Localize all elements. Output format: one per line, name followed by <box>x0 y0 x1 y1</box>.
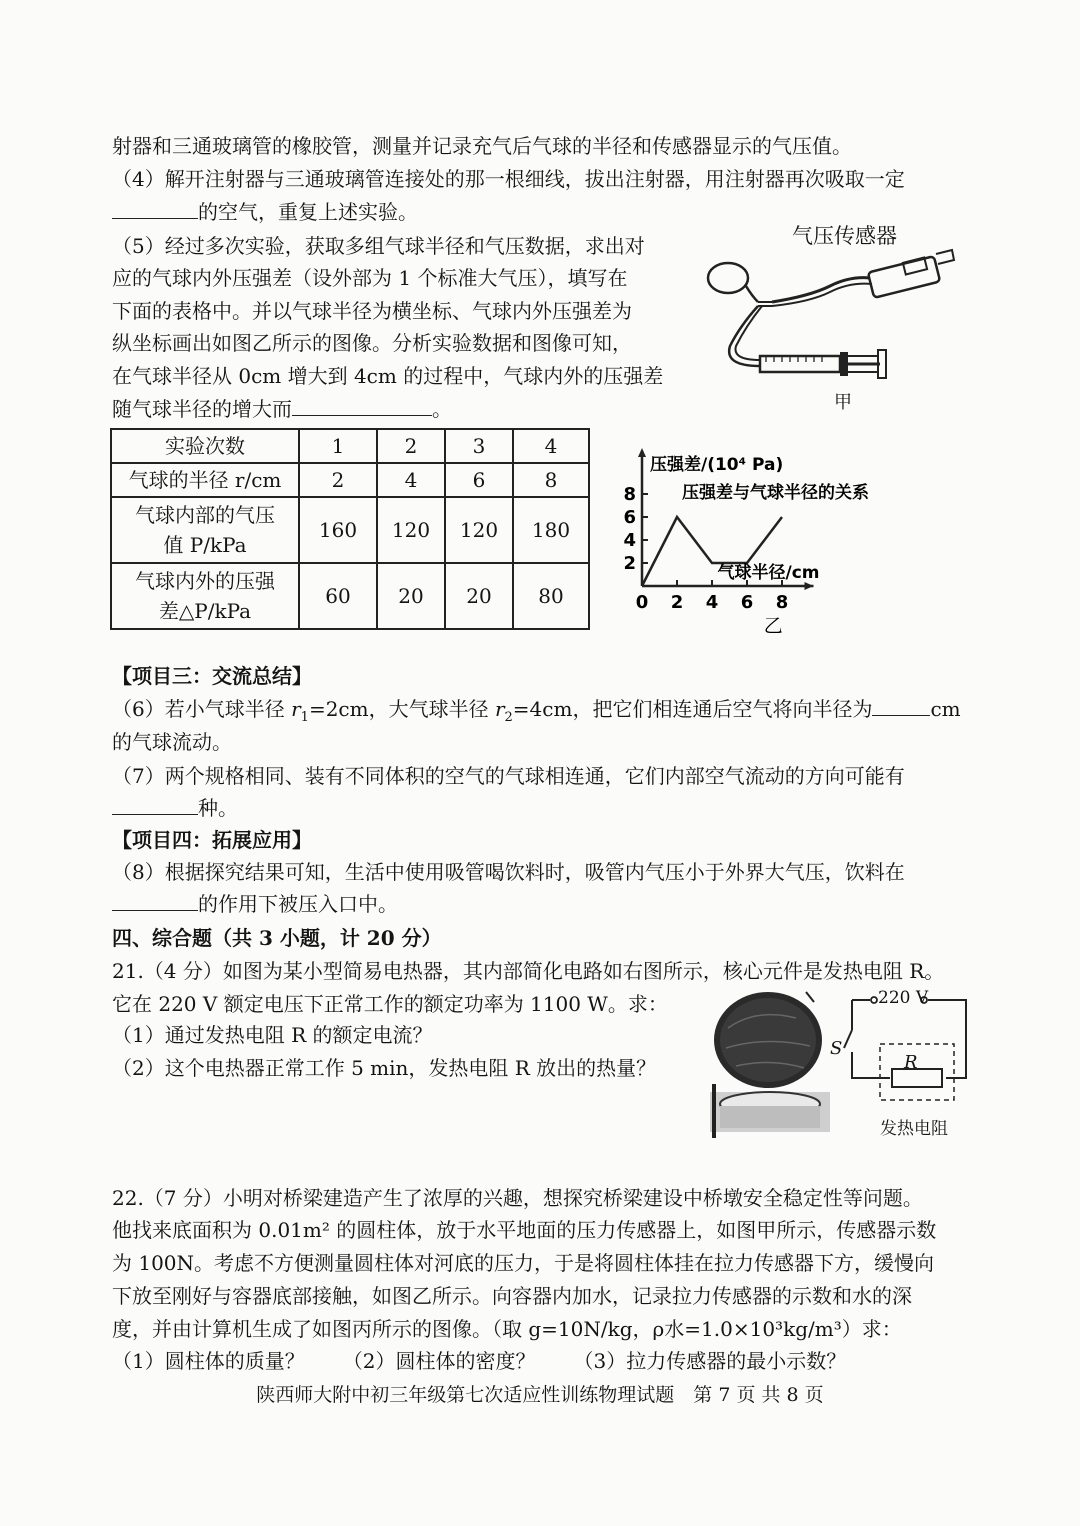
answer-blank[interactable] <box>872 693 930 716</box>
table-cell: 8 <box>513 463 589 497</box>
sensor-label: 气压传感器 <box>792 224 897 248</box>
text-line: （7）两个规格相同、装有不同体积的空气的气球相连通，它们内部空气流动的方向可能有 <box>112 764 905 788</box>
table-row <box>111 429 589 463</box>
text-line: 下面的表格中。并以气球半径为横坐标、气球内外压强差为 <box>112 299 632 323</box>
text-line: 射器和三通玻璃管的橡胶管，测量并记录充气后气球的半径和传感器显示的气压值。 <box>112 134 852 158</box>
heater-photo <box>706 988 838 1144</box>
text-line: 的作用下被压入口中。 <box>112 888 398 920</box>
text-line: 22.（7 分）小明对桥梁建造产生了浓厚的兴趣，想探究桥梁建设中桥墩安全稳定性等问题。 <box>112 1186 923 1210</box>
y-tick-label: 6 <box>623 507 636 528</box>
table-cell: 120 <box>445 497 513 563</box>
text-line: （2）这个电热器正常工作 5 min，发热电阻 R 放出的热量？ <box>112 1056 657 1080</box>
table-cell: 180 <box>513 497 589 563</box>
figure-caption: 甲 <box>834 392 852 413</box>
table-cell: 1 <box>299 429 377 463</box>
table-cell: 3 <box>445 429 513 463</box>
table-row <box>111 497 589 563</box>
table-cell: 120 <box>377 497 445 563</box>
table-cell: 160 <box>299 497 377 563</box>
data-table <box>110 428 590 630</box>
table-cell: 6 <box>445 463 513 497</box>
text-line: 21.（4 分）如图为某小型简易电热器，其内部简化电路如右图所示，核心元件是发热电阻 R。 <box>112 959 945 983</box>
table-cell: 气球内部的气压 值 P/kPa <box>111 497 299 563</box>
text-line: 种。 <box>112 792 238 824</box>
table-cell: 气球内外的压强 差△P/kPa <box>111 563 299 629</box>
table-cell: 20 <box>445 563 513 629</box>
chart-caption: 乙 <box>763 615 783 637</box>
pressure-radius-chart <box>612 440 932 640</box>
apparatus-drawing <box>700 216 960 416</box>
part-heading: 四、综合题（共 3 小题，计 20 分） <box>112 926 442 950</box>
y-tick-label: 2 <box>623 553 636 574</box>
text-line: （6）若小气球半径 $r_1=2cm$，大气球半径 $r_2=4cm$，把它们相连通后空气将向半径为 cm <box>112 693 961 734</box>
table-cell: 实验次数 <box>111 429 299 463</box>
x-tick-label: 6 <box>740 592 754 613</box>
text-line: 下放至刚好与容器底部接触，如图乙所示。向容器内加水，记录拉力传感器的示数和水的深 <box>112 1284 912 1308</box>
section-heading: 【项目三：交流总结】 <box>112 664 312 688</box>
table-cell: 20 <box>377 563 445 629</box>
circuit-resistor-label: R <box>904 1052 918 1073</box>
table-cell: 4 <box>513 429 589 463</box>
answer-blank[interactable] <box>112 196 198 219</box>
y-tick-label: 4 <box>623 530 636 551</box>
text-line: 在气球半径从 0cm 增大到 4cm 的过程中，气球内外的压强差 <box>112 364 664 388</box>
text-line: 应的气球内外压强差（设外部为 1 个标准大气压），填写在 <box>112 266 628 290</box>
y-axis-label: 压强差/(10⁴ Pa) <box>650 455 784 475</box>
x-tick-label: 4 <box>705 592 719 613</box>
table-cell: 气球的半径 r/cm <box>111 463 299 497</box>
x-tick-label: 8 <box>775 592 789 613</box>
text-line: 的气球流动。 <box>112 730 232 754</box>
text-line: （4）解开注射器与三通玻璃管连接处的那一根细线，拔出注射器，用注射器再次吸取一定 <box>112 167 905 191</box>
text-line: 度，并由计算机生成了如图丙所示的图像。（取 g=10N/kg，ρ水=1.0×10³kg/m³）求： <box>112 1317 902 1341</box>
x-tick-label: 0 <box>635 592 649 613</box>
circuit-caption: 发热电阻 <box>880 1119 948 1139</box>
table-cell: 80 <box>513 563 589 629</box>
table-row <box>111 463 589 497</box>
chart-title: 压强差与气球半径的关系 <box>682 483 869 503</box>
text-line: 他找来底面积为 0.01m² 的圆柱体，放于水平地面的压力传感器上，如图甲所示，传感器示数 <box>112 1218 937 1242</box>
text-line: （1）圆柱体的质量？ （2）圆柱体的密度？ （3）拉力传感器的最小示数？ <box>112 1349 847 1373</box>
text-line: 为 100N。考虑不方便测量圆柱体对河底的压力，于是将圆柱体挂在拉力传感器下方，缓慢向 <box>112 1251 935 1275</box>
x-tick-label: 2 <box>670 592 684 613</box>
table-cell: 2 <box>377 429 445 463</box>
y-tick-label: 8 <box>623 484 636 505</box>
circuit-switch-label: S <box>830 1038 843 1059</box>
table-cell: 60 <box>299 563 377 629</box>
pressure-sensor-figure <box>700 216 960 416</box>
text-line: 随气球半径的增大而 。 <box>112 393 452 425</box>
circuit-voltage-label: 220 V <box>878 988 929 1008</box>
text-line: （8）根据探究结果可知，生活中使用吸管喝饮料时，吸管内气压小于外界大气压，饮料在 <box>112 860 905 884</box>
table-cell: 2 <box>299 463 377 497</box>
text-line: 它在 220 V 额定电压下正常工作的额定功率为 1100 W。求： <box>112 992 668 1016</box>
x-axis-label: 气球半径/cm <box>717 563 820 583</box>
page-footer: 陕西师大附中初三年级第七次适应性训练物理试题 第 7 页 共 8 页 <box>256 1384 824 1406</box>
y-axis-arrow <box>638 448 646 457</box>
text-line: （5）经过多次实验，获取多组气球半径和气压数据，求出对 <box>112 234 645 258</box>
section-heading: 【项目四：拓展应用】 <box>112 828 312 852</box>
table-row <box>111 563 589 629</box>
text-line: （1）通过发热电阻 R 的额定电流？ <box>112 1023 433 1047</box>
answer-blank[interactable] <box>112 792 198 815</box>
text-line: 纵坐标画出如图乙所示的图像。分析实验数据和图像可知， <box>112 331 632 355</box>
table-cell: 4 <box>377 463 445 497</box>
text-line: 的空气，重复上述实验。 <box>112 196 418 228</box>
answer-blank[interactable] <box>112 888 198 911</box>
x-axis-arrow <box>805 582 814 590</box>
answer-blank[interactable] <box>292 393 432 416</box>
